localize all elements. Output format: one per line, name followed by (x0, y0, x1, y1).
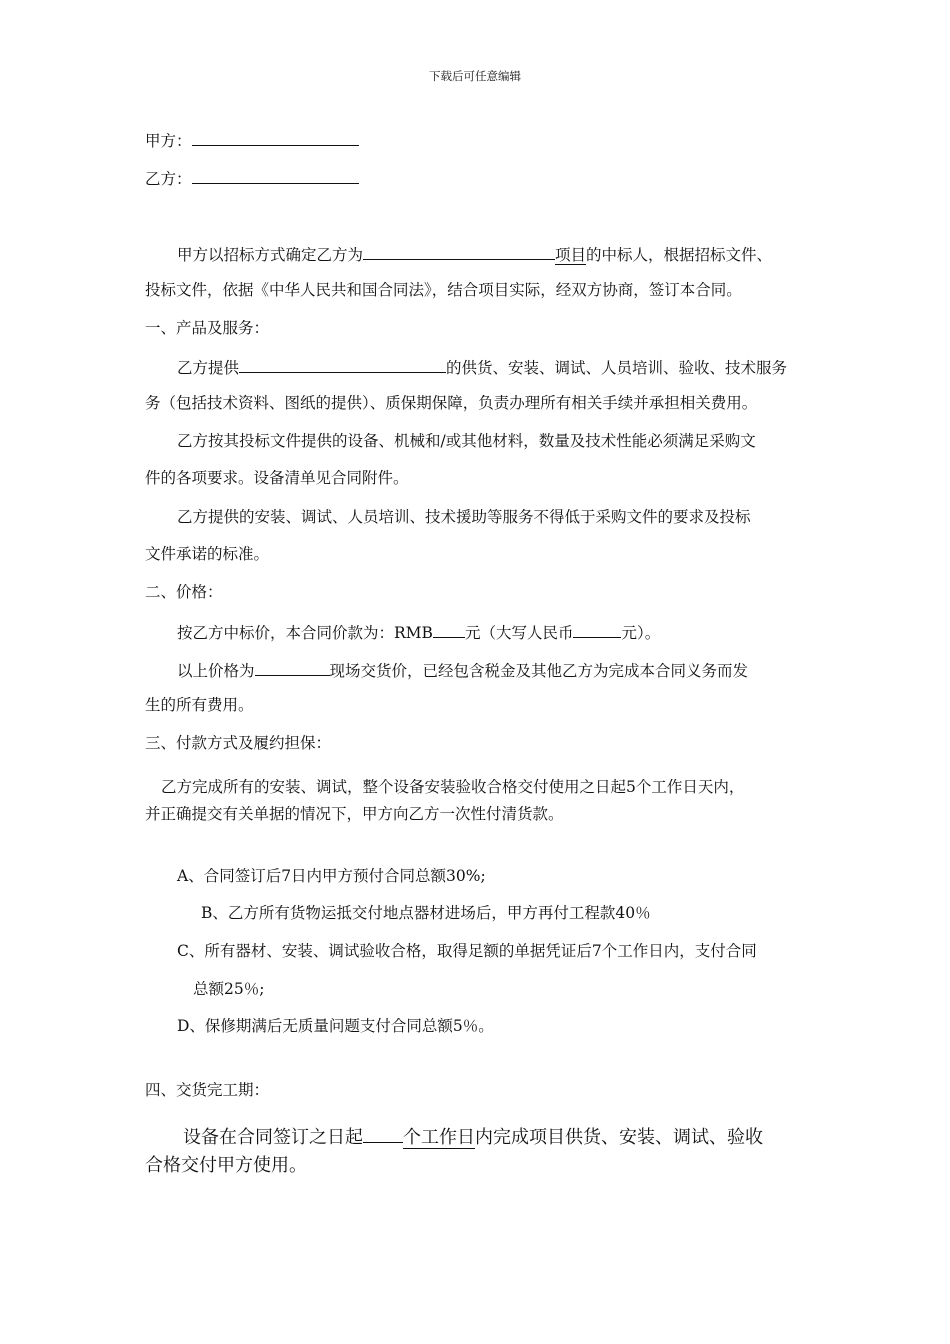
s4-p-pre: 设备在合同签订之日起 (183, 1127, 363, 1148)
intro-post: 的中标人，根据招标文件、 (586, 246, 773, 264)
section-2-title: 二、价格： (145, 583, 223, 601)
section-3-title: 三、付款方式及履约担保： (145, 734, 332, 752)
party-b-line (145, 166, 359, 189)
s3-item-b: B、乙方所有货物运抵交付地点器材进场后，甲方再付工程款40％ (201, 904, 651, 922)
s2-p2-pre: 以上价格为 (177, 662, 255, 680)
s3-p-line-2: 并正确提交有关单据的情况下，甲方向乙方一次性付清货款。 (145, 805, 564, 823)
party-a-blank (192, 128, 359, 146)
s4-p-line-2: 合格交付甲方使用。 (145, 1155, 307, 1176)
s4-p-underlined: 个工作日 (403, 1127, 475, 1148)
rmb-words-blank (573, 620, 621, 638)
s2-p2-post: 现场交货价，已经包含税金及其他乙方为完成本合同义务而发 (329, 662, 749, 680)
s3-p-line-1: 乙方完成所有的安装、调试，整个设备安装验收合格交付使用之日起5个工作日天内， (161, 778, 745, 796)
party-b-blank (192, 166, 359, 184)
intro-project-blank (363, 242, 555, 260)
s2-p1-b: 元（大写人民币 (464, 624, 574, 642)
s3-item-c-line-1: C、所有器材、安装、调试验收合格，取得足额的单据凭证后7个工作日内，支付合同 (177, 942, 757, 960)
s3-item-c-line-2: 总额25％; (193, 980, 265, 998)
intro-pre: 甲方以招标方式确定乙方为 (177, 246, 364, 264)
party-b-label: 乙方： (145, 170, 192, 188)
s1-p2-line-2: 件的各项要求。设备清单见合同附件。 (145, 469, 409, 487)
s2-p1-c: 元）。 (621, 624, 661, 642)
s1-p1-line-1 (177, 355, 787, 378)
s2-p2-line-1 (177, 658, 748, 681)
intro-project: 项目 (555, 246, 587, 264)
s3-item-a: A、合同签订后7日内甲方预付合同总额30%; (177, 867, 486, 885)
s1-p1-post: 的供货、安装、调试、人员培训、验收、技术服务 (446, 359, 788, 377)
s4-p-post: 内完成项目供货、安装、调试、验收 (475, 1127, 763, 1148)
intro-line-1 (177, 242, 772, 265)
s1-p1-line-2: 务（包括技术资料、图纸的提供）、质保期保障，负责办理所有相关手续并承担相关费用。 (145, 394, 758, 412)
section-1-title: 一、产品及服务： (145, 319, 270, 337)
delivery-term-blank (255, 658, 330, 676)
party-a-line (145, 128, 359, 151)
rmb-blank (433, 620, 465, 638)
s3-item-d: D、保修期满后无质量问题支付合同总额5％。 (177, 1017, 494, 1035)
days-blank (363, 1122, 403, 1143)
s2-p2-line-2: 生的所有费用。 (145, 696, 254, 714)
section-4-title: 四、交货完工期： (145, 1081, 270, 1099)
party-a-label: 甲方： (145, 132, 192, 150)
s1-p3-line-2: 文件承诺的标准。 (145, 545, 270, 563)
s1-p1-pre: 乙方提供 (177, 359, 240, 377)
s1-p2-line-1: 乙方按其投标文件提供的设备、机械和/或其他材料，数量及技术性能必须满足采购文 (177, 432, 756, 450)
s4-p-line-1 (183, 1122, 763, 1150)
page-header: 下载后可任意编辑 (429, 69, 521, 83)
s1-product-blank (239, 355, 446, 373)
intro-line-2: 投标文件，依据《中华人民共和国合同法》，结合项目实际，经双方协商，签订本合同。 (145, 281, 742, 299)
s2-p1-a: 按乙方中标价，本合同价款为：RMB (177, 624, 433, 642)
s2-p1 (177, 620, 660, 643)
s1-p3-line-1: 乙方提供的安装、调试、人员培训、技术援助等服务不得低于采购文件的要求及投标 (177, 508, 751, 526)
